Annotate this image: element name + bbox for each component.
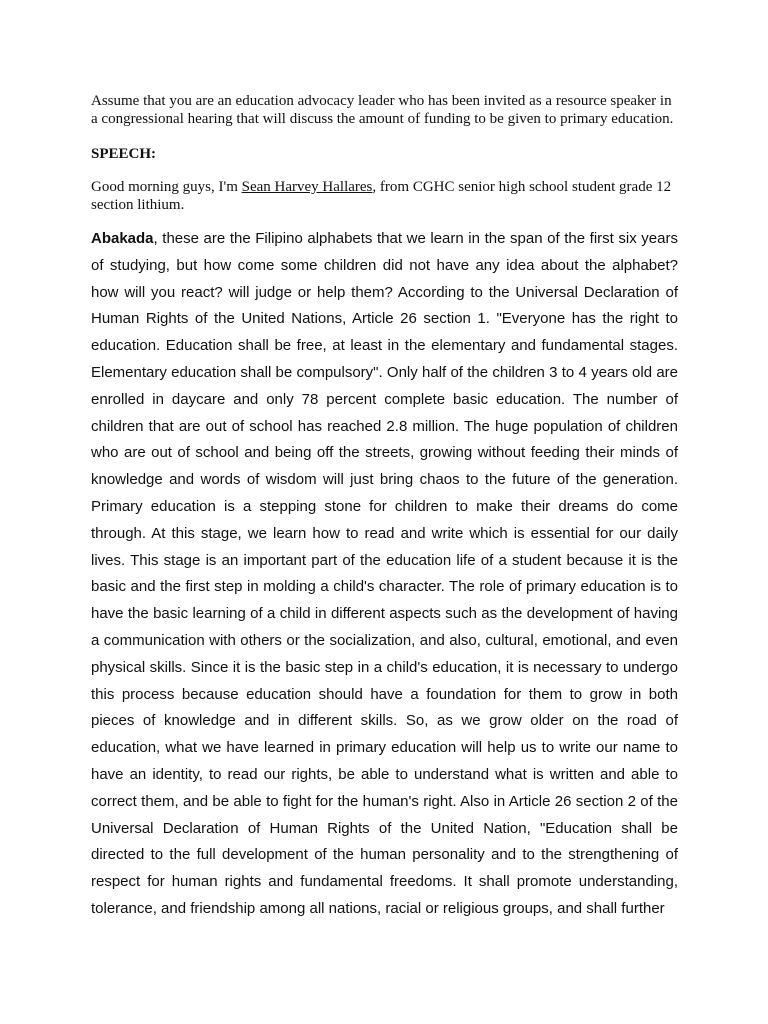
greeting-intro: Good morning guys, I'm	[91, 179, 242, 195]
speech-heading: SPEECH:	[91, 146, 157, 162]
assignment-prompt: Assume that you are an education advocacy leader who has been invited as a resource speaker in a congressional hearing that will discuss the amount of funding to be given to primary education.	[91, 93, 674, 127]
speech-lead-word: Abakada	[91, 230, 154, 247]
speaker-name: Sean Harvey Hallares	[241, 179, 373, 195]
speech-body-text: , these are the Filipino alphabets that we learn in the span of the first six years of studying, but how come some children did not have any idea about the alphabet? how will you react? will judge or help them? According to the Universal Declaration of Human Rights of the United Nations, Article 26 section 1. "Everyone has the right to education. Education shall be free, at least in the elementary and fundamental stages. Elementary education shall be compulsory". Only half of the children 3 to 4 years old are enrolled in daycare and only 78 percent complete basic education. The number of children that are out of school has reached 2.8 million. The huge population of children who are out of school and being off the streets, growing without feeding their minds of knowledge and words of wisdom will just bring chaos to the future of the generation. Primary education is a stepping stone for children to make their dreams do come through. At this stage, we learn how to read and write which is essential for our daily lives. This stage is an important part of the education life of a student because it is the basic and the first step in molding a child's character. The role of primary education is to have the basic learning of a child in different aspects such as the development of having a communication with others or the socialization, and also, cultural, emotional, and even physical skills. Since it is the basic step in a child's education, it is necessary to undergo this process because education should have a foundation for them to grow in both pieces of knowledge and in different skills. So, as we grow older on the road of education, what we have learned in primary education will help us to write our name to have an identity, to read our rights, be able to understand what is written and able to correct them, and be able to fight for the human's right. Also in Article 26 section 2 of the Universal Declaration of Human Rights of the United Nation, "Education shall be directed to the full development of the human personality and to the strengthening of respect for human rights and fundamental freedoms. It shall promote understanding, tolerance, and friendship among all nations, racial or religious groups, and shall further	[91, 230, 678, 917]
speech-body	[91, 226, 678, 923]
greeting-paragraph	[91, 178, 681, 214]
greeting-outro: , from CGHC senior high school student grade 12 section lithium.	[91, 179, 672, 213]
